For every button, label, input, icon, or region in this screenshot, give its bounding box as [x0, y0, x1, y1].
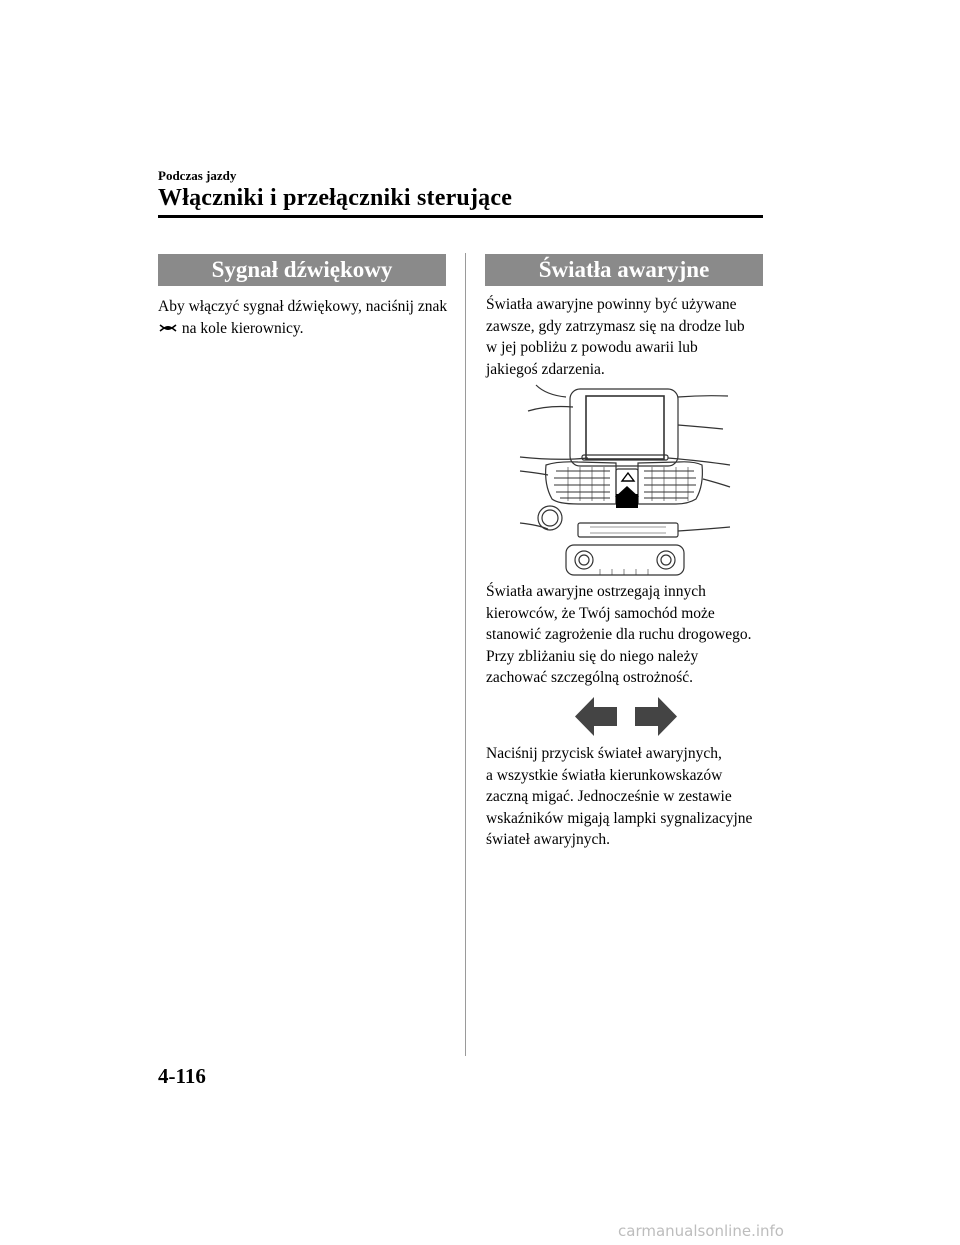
watermark: carmanualsonline.info	[618, 1222, 784, 1240]
horn-icon	[159, 322, 177, 334]
heading-hazard-lights: Światła awaryjne	[485, 254, 763, 286]
column-divider	[465, 253, 466, 1056]
heading-horn: Sygnał dźwiękowy	[158, 254, 446, 286]
turn-signal-arrows-icon	[575, 697, 677, 736]
page-number: 4-116	[158, 1064, 206, 1088]
paragraph-hazard-operation: Naciśnij przycisk świateł awaryjnych, a wszystkie światła kierunkowskazów zaczną migać. Jednocześnie w zestawie wskaźników migają lampki sygnalizacyjne świateł awaryjnych.	[486, 745, 753, 848]
paragraph-hazard-usage: Światła awaryjne powinny być używane zawsze, gdy zatrzymasz się na drodze lub w jej pobliżu z powodu awarii lub jakiegoś zdarzenia.	[486, 296, 745, 378]
chapter-title: Włączniki i przełączniki sterujące	[158, 185, 513, 211]
title-rule	[158, 215, 763, 218]
section-label: Podczas jazdy	[158, 168, 237, 183]
hazard-button-dashboard-icon	[518, 383, 732, 579]
horn-text-before: Aby włączyć sygnał dźwiękowy, naciśnij znak	[158, 298, 448, 315]
paragraph-horn	[158, 296, 458, 339]
horn-text-after: na kole kierownicy.	[181, 319, 304, 337]
paragraph-hazard-warning: Światła awaryjne ostrzegają innych kierowców, że Twój samochód może stanowić zagrożenie dla ruchu drogowego. Przy zbliżaniu się do niego należy zachować szczególną ostrożność.	[486, 583, 752, 686]
